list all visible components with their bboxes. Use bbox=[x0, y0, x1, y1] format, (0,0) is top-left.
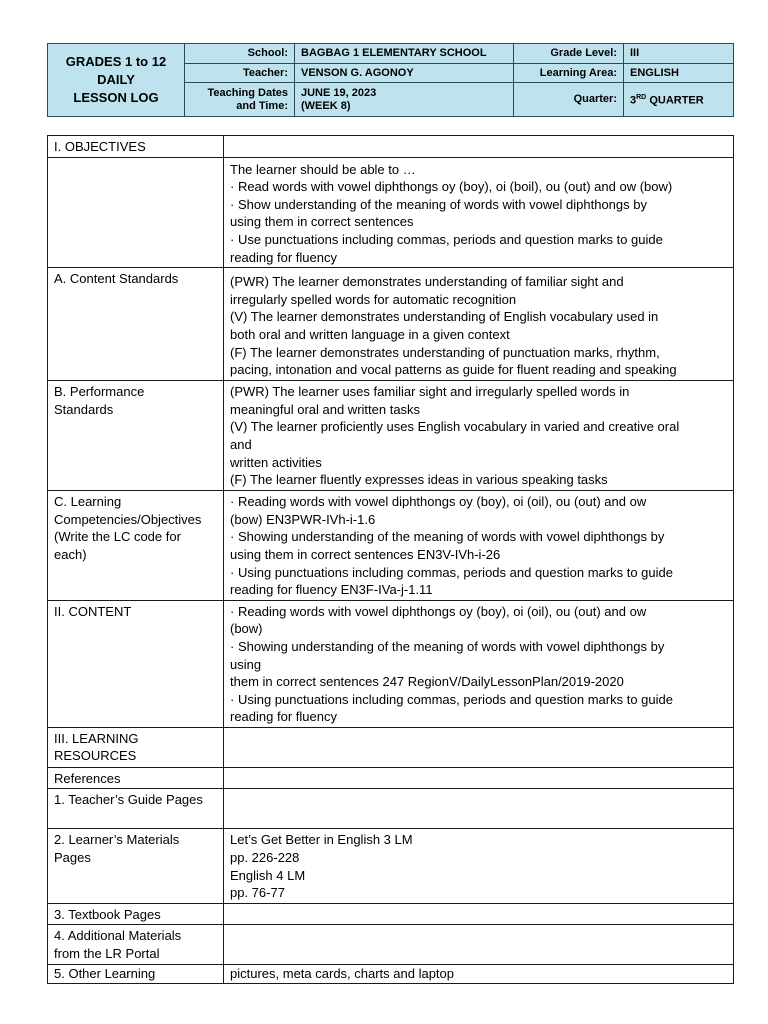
label-line: from the LR Portal bbox=[54, 946, 160, 962]
table-row bbox=[48, 268, 734, 381]
competencies-label bbox=[48, 491, 224, 601]
teachers-guide-empty-cell bbox=[224, 789, 734, 829]
content-text bbox=[224, 600, 734, 727]
label-line: B. Performance bbox=[54, 384, 145, 400]
lesson-log-table bbox=[47, 135, 734, 984]
table-row bbox=[48, 767, 734, 789]
objectives-empty-cell bbox=[224, 136, 734, 158]
header-title bbox=[48, 44, 185, 117]
objectives-label-cell bbox=[48, 157, 224, 268]
dates-label-line: Teaching Dates bbox=[207, 86, 288, 99]
teaching-dates-label bbox=[185, 83, 295, 117]
references-empty-cell bbox=[224, 767, 734, 789]
text-line: (V) The learner demonstrates understanding of English vocabulary used in bbox=[230, 309, 659, 325]
week-line: (WEEK 8) bbox=[301, 99, 351, 112]
text-line: (F) The learner fluently expresses ideas in various speaking tasks bbox=[230, 472, 608, 488]
content-heading: II. CONTENT bbox=[48, 600, 224, 727]
lesson-log-header bbox=[47, 43, 734, 117]
learning-area-value: ENGLISH bbox=[624, 64, 734, 83]
quarter-value bbox=[624, 83, 734, 117]
text-line: reading for fluency bbox=[230, 709, 337, 725]
text-line: · Reading words with vowel diphthongs oy (boy), oi (oil), ou (out) and ow bbox=[230, 603, 647, 619]
text-line: Let’s Get Better in English 3 LM bbox=[230, 832, 413, 848]
quarter-label: Quarter: bbox=[514, 83, 624, 117]
dates-label-line: and Time: bbox=[236, 99, 288, 112]
content-standards-text bbox=[224, 268, 734, 381]
table-row bbox=[48, 157, 734, 268]
other-learning-value: pictures, meta cards, charts and laptop bbox=[224, 964, 734, 983]
label-line: 2. Learner’s Materials bbox=[54, 832, 180, 848]
school-value: BAGBAG 1 ELEMENTARY SCHOOL bbox=[295, 44, 514, 64]
text-line: pp. 226-228 bbox=[230, 850, 300, 866]
teachers-guide-label: 1. Teacher’s Guide Pages bbox=[48, 789, 224, 829]
text-line: both oral and written language in a given context bbox=[230, 326, 510, 342]
label-line: each) bbox=[54, 546, 87, 562]
text-line: The learner should be able to … bbox=[230, 161, 416, 177]
text-line: them in correct sentences 247 RegionV/DailyLessonPlan/2019-2020 bbox=[230, 674, 624, 690]
learning-area-label: Learning Area: bbox=[514, 64, 624, 83]
text-line: · Show understanding of the meaning of words with vowel diphthongs by bbox=[230, 196, 647, 212]
grade-level-label: Grade Level: bbox=[514, 44, 624, 64]
text-line: and bbox=[230, 436, 252, 452]
table-row bbox=[48, 829, 734, 903]
label-line: Competencies/Objectives bbox=[54, 511, 202, 527]
learning-resources-heading bbox=[48, 727, 224, 767]
date-line: JUNE 19, 2023 bbox=[301, 86, 377, 99]
additional-materials-label bbox=[48, 925, 224, 964]
text-line: (V) The learner proficiently uses English vocabulary in varied and creative oral bbox=[230, 419, 680, 435]
label-line: RESOURCES bbox=[54, 748, 137, 764]
text-line: using them in correct sentences EN3V-IVh-i-26 bbox=[230, 546, 501, 562]
text-line: meaningful oral and written tasks bbox=[230, 401, 421, 417]
text-line: using bbox=[230, 656, 262, 672]
teaching-dates-value bbox=[295, 83, 514, 117]
label-line: C. Learning bbox=[54, 494, 122, 510]
text-line: reading for fluency EN3F-IVa-j-1.11 bbox=[230, 582, 433, 598]
title-line: GRADES 1 to 12 bbox=[65, 54, 167, 69]
performance-standards-text bbox=[224, 381, 734, 491]
table-row bbox=[48, 789, 734, 829]
text-line: (bow) EN3PWR-IVh-i-1.6 bbox=[230, 511, 376, 527]
text-line: · Using punctuations including commas, periods and question marks to guide bbox=[230, 691, 673, 707]
text-line: irregularly spelled words for automatic recognition bbox=[230, 291, 517, 307]
text-line: · Read words with vowel diphthongs oy (boy), oi (boil), ou (out) and ow (bow) bbox=[230, 179, 673, 195]
text-line: written activities bbox=[230, 454, 322, 470]
quarter-number: 3 bbox=[630, 94, 637, 107]
text-line: reading for fluency bbox=[230, 249, 337, 265]
text-line: (PWR) The learner uses familiar sight and irregularly spelled words in bbox=[230, 384, 630, 400]
table-row bbox=[48, 964, 734, 983]
table-row bbox=[48, 381, 734, 491]
text-line: (bow) bbox=[230, 621, 263, 637]
label-line: Pages bbox=[54, 850, 91, 866]
text-line: (F) The learner demonstrates understanding of punctuation marks, rhythm, bbox=[230, 344, 660, 360]
table-row bbox=[48, 600, 734, 727]
grade-level-value: III bbox=[624, 44, 734, 64]
additional-materials-empty-cell bbox=[224, 925, 734, 964]
objectives-heading: I. OBJECTIVES bbox=[48, 136, 224, 158]
table-row bbox=[48, 491, 734, 601]
label-line: Standards bbox=[54, 401, 114, 417]
text-line: (PWR) The learner demonstrates understanding of familiar sight and bbox=[230, 274, 624, 290]
table-row bbox=[48, 136, 734, 158]
table-row bbox=[48, 727, 734, 767]
title-line: DAILY bbox=[97, 72, 135, 87]
title-line: LESSON LOG bbox=[73, 90, 159, 105]
table-row bbox=[48, 925, 734, 964]
teacher-value: VENSON G. AGONOY bbox=[295, 64, 514, 83]
references-label: References bbox=[48, 767, 224, 789]
learners-materials-text bbox=[224, 829, 734, 903]
learners-materials-label bbox=[48, 829, 224, 903]
text-line: pp. 76-77 bbox=[230, 885, 285, 901]
text-line: · Use punctuations including commas, periods and question marks to guide bbox=[230, 231, 663, 247]
label-line: 4. Additional Materials bbox=[54, 928, 182, 944]
label-line: III. LEARNING bbox=[54, 730, 139, 746]
content-standards-label: A. Content Standards bbox=[48, 268, 224, 381]
quarter-ordinal: RD bbox=[636, 94, 647, 102]
textbook-empty-cell bbox=[224, 903, 734, 925]
school-label: School: bbox=[185, 44, 295, 64]
text-line: · Reading words with vowel diphthongs oy (boy), oi (oil), ou (out) and ow bbox=[230, 494, 647, 510]
teacher-label: Teacher: bbox=[185, 64, 295, 83]
text-line: English 4 LM bbox=[230, 867, 306, 883]
performance-standards-label bbox=[48, 381, 224, 491]
label-line: (Write the LC code for bbox=[54, 529, 181, 545]
text-line: pacing, intonation and vocal patterns as guide for fluent reading and speaking bbox=[230, 362, 677, 378]
text-line: · Showing understanding of the meaning of words with vowel diphthongs by bbox=[230, 638, 665, 654]
textbook-label: 3. Textbook Pages bbox=[48, 903, 224, 925]
text-line: · Using punctuations including commas, periods and question marks to guide bbox=[230, 564, 673, 580]
other-learning-label: 5. Other Learning bbox=[48, 964, 224, 983]
learning-resources-empty-cell bbox=[224, 727, 734, 767]
quarter-word: QUARTER bbox=[649, 94, 704, 107]
objectives-text bbox=[224, 157, 734, 268]
table-row bbox=[48, 903, 734, 925]
text-line: using them in correct sentences bbox=[230, 214, 414, 230]
text-line: · Showing understanding of the meaning of words with vowel diphthongs by bbox=[230, 529, 665, 545]
competencies-text bbox=[224, 491, 734, 601]
